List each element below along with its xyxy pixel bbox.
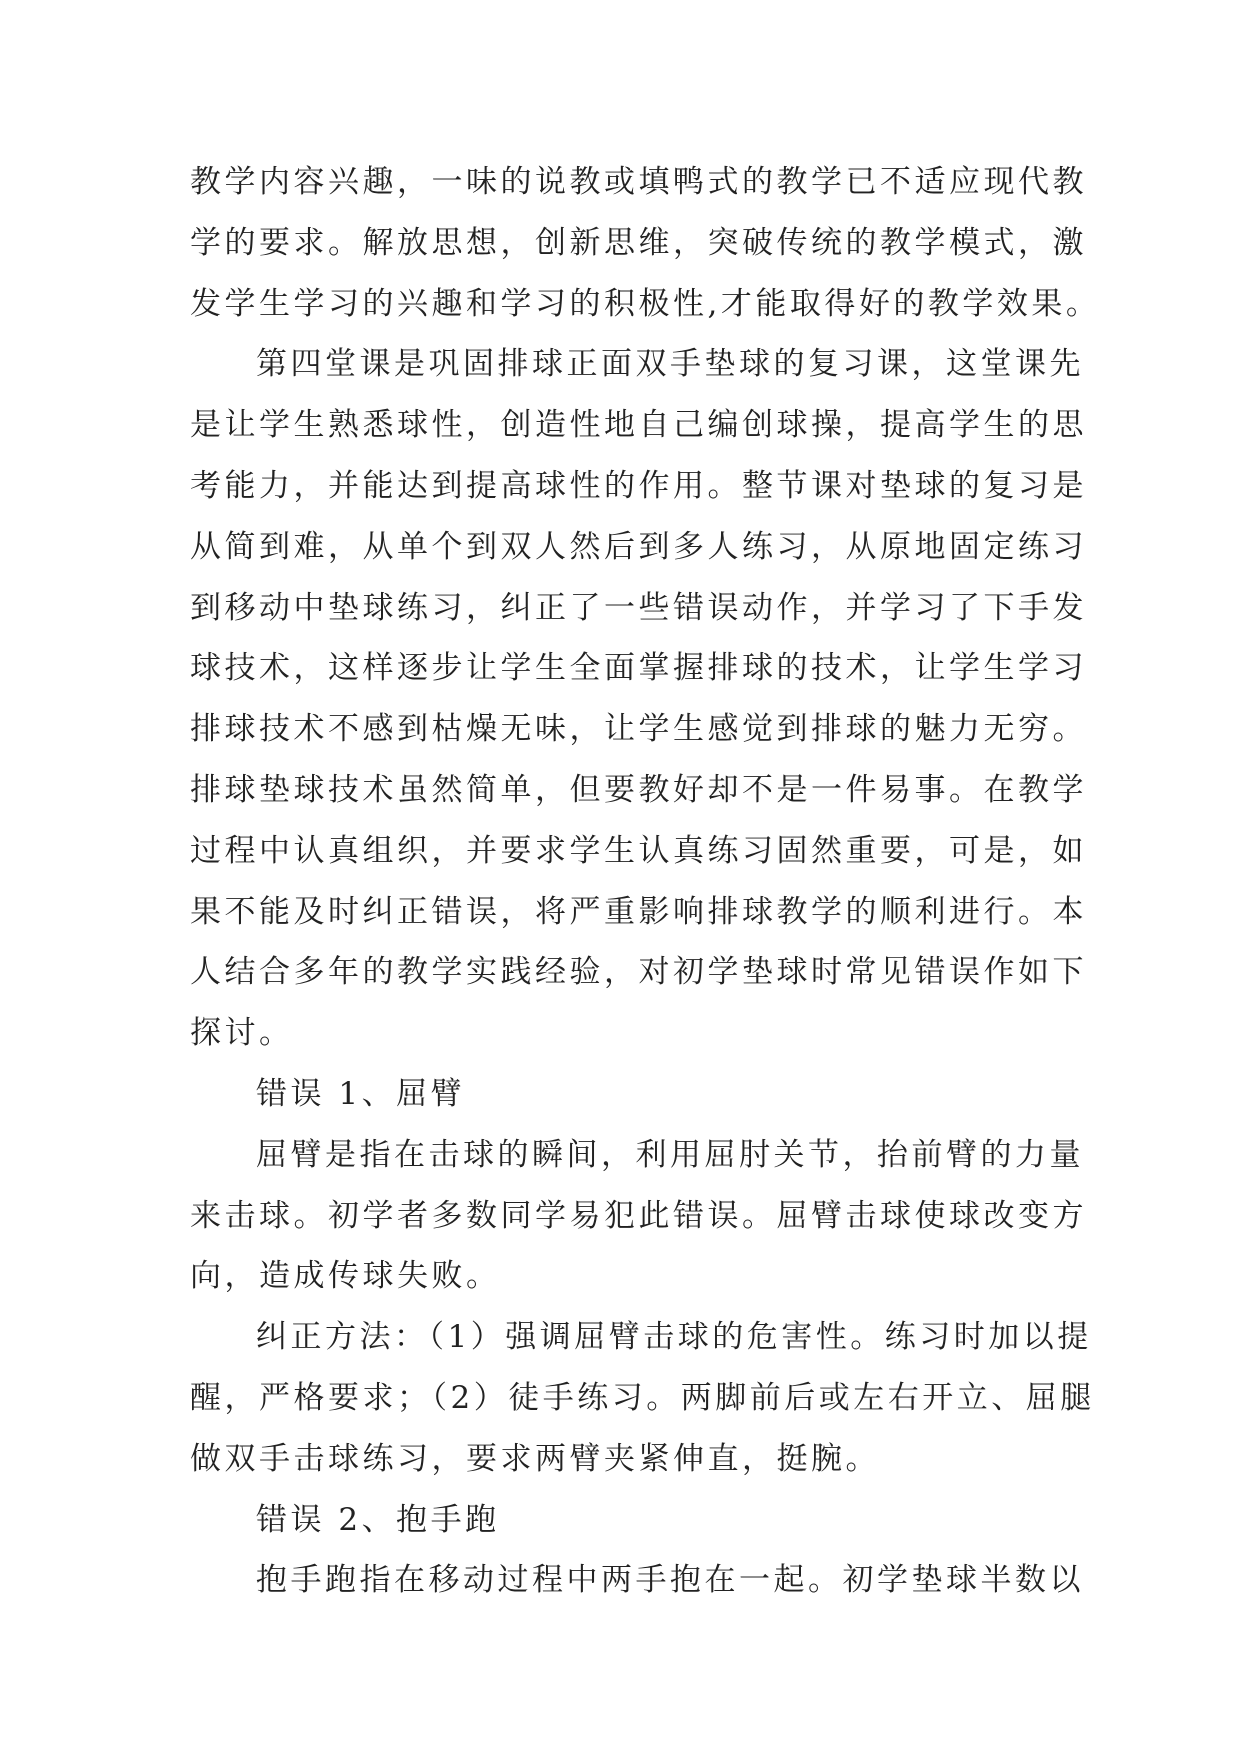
section-heading: 错误 1、屈臂 — [256, 1075, 466, 1112]
text-line: 学的要求。解放思想，创新思维，突破传统的教学模式，激 — [190, 224, 1087, 261]
text-line: 人结合多年的教学实践经验，对初学垫球时常见错误作如下 — [190, 954, 1087, 991]
text-line: 发学生学习的兴趣和学习的积极性,才能取得好的教学效果。 — [190, 285, 1101, 322]
paragraph-first-line: 第四堂课是巩固排球正面双手垫球的复习课，这堂课先 — [256, 346, 1084, 383]
text-line: 来击球。初学者多数同学易犯此错误。屈臂击球使球改变方 — [190, 1197, 1087, 1234]
text-line: 排球垫球技术虽然简单，但要教好却不是一件易事。在教学 — [190, 771, 1087, 808]
text-line: 教学内容兴趣，一味的说教或填鸭式的教学已不适应现代教 — [190, 164, 1087, 200]
text-line: 从简到难，从单个到双人然后到多人练习，从原地固定练习 — [190, 528, 1087, 565]
text-line: 果不能及时纠正错误，将严重影响排球教学的顺利进行。本 — [190, 893, 1087, 930]
text-line: 做双手击球练习，要求两臂夹紧伸直，挺腕。 — [190, 1440, 880, 1477]
text-line: 探讨。 — [190, 1015, 294, 1052]
text-line: 醒，严格要求；（2）徒手练习。两脚前后或左右开立、屈腿 — [190, 1379, 1095, 1416]
body-text — [190, 152, 1101, 1611]
paragraph-first-line: 纠正方法：（1）强调屈臂击球的危害性。练习时加以提 — [256, 1319, 1092, 1356]
text-line: 排球技术不感到枯燥无味，让学生感觉到排球的魅力无穷。 — [190, 711, 1087, 748]
text-line: 到移动中垫球练习，纠正了一些错误动作，并学习了下手发 — [190, 589, 1087, 626]
paragraph-first-line: 抱手跑指在移动过程中两手抱在一起。初学垫球半数以 — [256, 1562, 1084, 1599]
text-line: 过程中认真组织，并要求学生认真练习固然重要，可是，如 — [190, 832, 1087, 869]
paragraph-first-line: 屈臂是指在击球的瞬间，利用屈肘关节，抬前臂的力量 — [256, 1136, 1084, 1173]
text-line: 考能力，并能达到提高球性的作用。整节课对垫球的复习是 — [190, 467, 1087, 504]
section-heading: 错误 2、抱手跑 — [256, 1501, 500, 1538]
text-line: 是让学生熟悉球性，创造性地自己编创球操，提高学生的思 — [190, 407, 1087, 444]
text-line: 球技术，这样逐步让学生全面掌握排球的技术，让学生学习 — [190, 650, 1087, 687]
text-line: 向，造成传球失败。 — [190, 1258, 501, 1295]
